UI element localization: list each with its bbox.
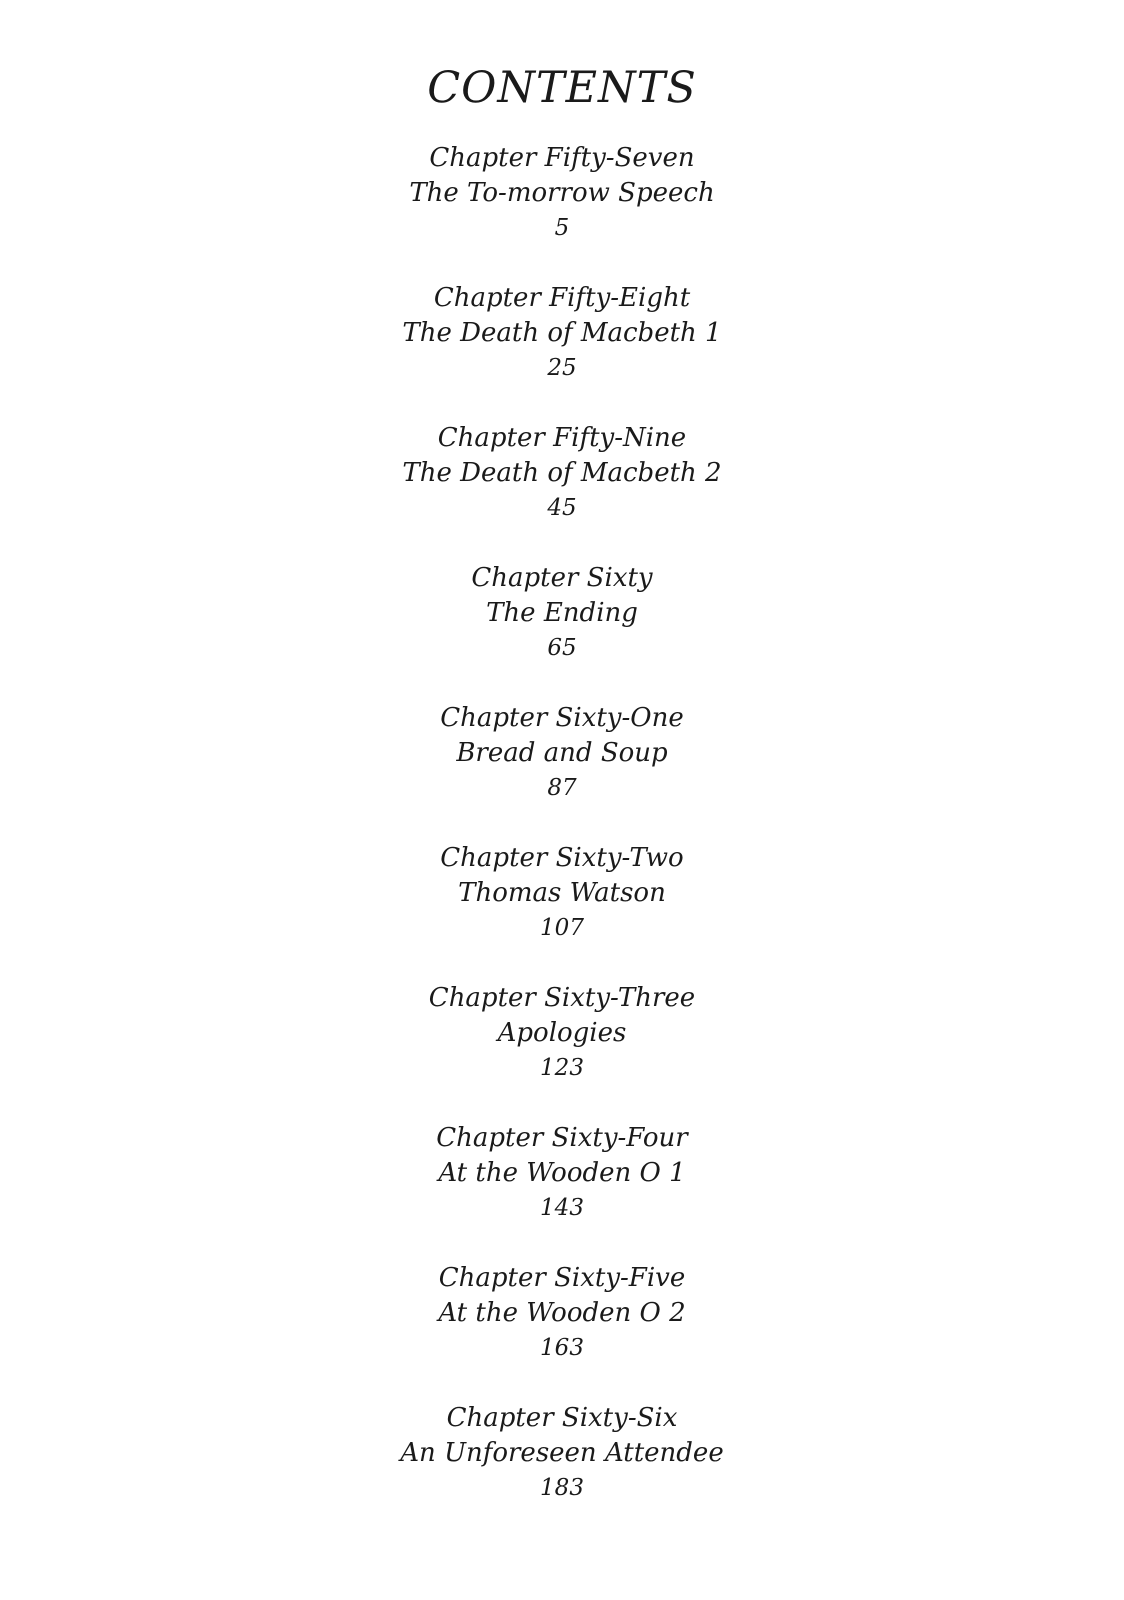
toc-page-number: 123 (540, 1055, 584, 1081)
toc-chapter-title: An Unforeseen Attendee (400, 1438, 724, 1468)
toc-page-number: 45 (547, 495, 577, 521)
toc-entry[interactable] (0, 1261, 1124, 1401)
toc-chapter-title: At the Wooden O 2 (438, 1298, 686, 1328)
toc-chapter-label: Chapter Sixty-One (440, 703, 684, 733)
toc-chapter-title: At the Wooden O 1 (438, 1158, 686, 1188)
toc-entry[interactable] (0, 701, 1124, 841)
toc-page-number: 107 (540, 915, 584, 941)
toc-entry[interactable] (0, 281, 1124, 421)
toc-page-number: 5 (554, 215, 570, 241)
toc-entry[interactable] (0, 561, 1124, 701)
toc-chapter-label: Chapter Sixty-Six (446, 1403, 678, 1433)
toc-chapter-title: The Death of Macbeth 2 (402, 458, 722, 488)
toc-chapter-label: Chapter Sixty-Five (438, 1263, 686, 1293)
toc-chapter-label: Chapter Fifty-Eight (433, 283, 691, 313)
toc-chapter-label: Chapter Sixty-Three (428, 983, 696, 1013)
page-title: CONTENTS (427, 63, 697, 113)
toc-entry[interactable] (0, 841, 1124, 981)
toc-page-number: 65 (547, 635, 577, 661)
toc-chapter-label: Chapter Sixty (471, 563, 653, 593)
toc-chapter-label: Chapter Sixty-Two (440, 843, 684, 873)
toc-entry[interactable] (0, 141, 1124, 281)
toc-entry[interactable] (0, 1401, 1124, 1541)
toc-page-number: 143 (540, 1195, 584, 1221)
toc-chapter-title: Thomas Watson (458, 878, 666, 908)
toc-chapter-label: Chapter Sixty-Four (436, 1123, 688, 1153)
toc-chapter-title: Apologies (497, 1018, 627, 1048)
toc-chapter-title: The Death of Macbeth 1 (402, 318, 722, 348)
toc-chapter-title: The Ending (486, 598, 638, 628)
toc-entry[interactable] (0, 1121, 1124, 1261)
toc-chapter-title: Bread and Soup (456, 738, 668, 768)
toc-chapter-title: The To-morrow Speech (409, 178, 715, 208)
toc-page-number: 25 (547, 355, 577, 381)
toc-page-number: 163 (540, 1335, 584, 1361)
toc-entry[interactable] (0, 981, 1124, 1121)
toc-page-number: 87 (547, 775, 577, 801)
toc-chapter-label: Chapter Fifty-Nine (437, 423, 687, 453)
toc-chapter-label: Chapter Fifty-Seven (429, 143, 695, 173)
toc-page-number: 183 (540, 1475, 584, 1501)
toc-list (0, 141, 1124, 1541)
toc-entry[interactable] (0, 421, 1124, 561)
